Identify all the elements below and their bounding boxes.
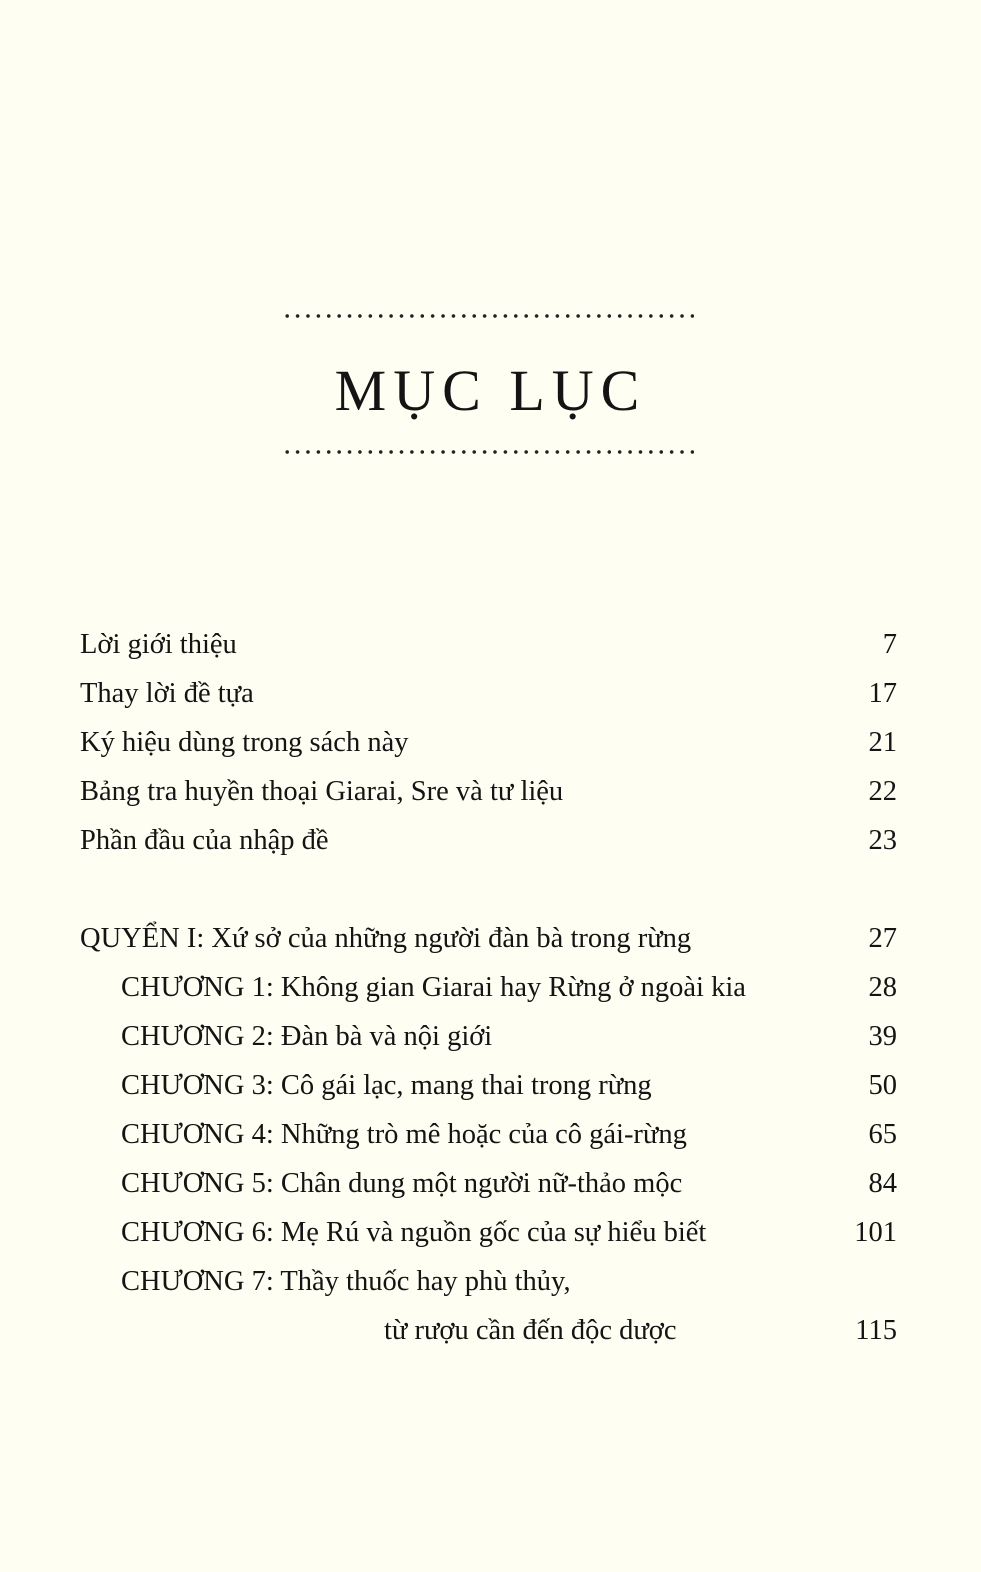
toc-entry-page: 50: [868, 1070, 897, 1101]
toc-entry-label: CHƯƠNG 6: Mẹ Rú và nguồn gốc của sự hiểu biết: [121, 1217, 707, 1248]
toc-entry-page: 7: [882, 629, 897, 660]
toc-entry-label: từ rượu cần đến độc dược: [384, 1315, 677, 1346]
toc-entry-page: 23: [868, 825, 897, 856]
toc-entry-page: 17: [868, 678, 897, 709]
toc-entry-page: 21: [868, 727, 897, 758]
toc-entry-page: 22: [868, 776, 897, 807]
toc-entry-label: CHƯƠNG 2: Đàn bà và nội giới: [121, 1021, 493, 1052]
toc-entry-label: CHƯƠNG 4: Những trò mê hoặc của cô gái-rừng: [121, 1119, 687, 1150]
toc-entry-label: Thay lời đề tựa: [80, 678, 254, 709]
toc-entry-label: Phần đầu của nhập đề: [80, 825, 329, 856]
toc-entry-page: 65: [868, 1119, 897, 1150]
toc-entry-page: 101: [854, 1217, 897, 1248]
toc-entry-page: 27: [868, 923, 897, 954]
toc-entry-label: Bảng tra huyền thoại Giarai, Sre và tư liệu: [80, 776, 564, 807]
toc-entry-page: 39: [868, 1021, 897, 1052]
page-title: MỤC LỤC: [334, 358, 647, 423]
toc-entry-label: CHƯƠNG 3: Cô gái lạc, mang thai trong rừng: [121, 1070, 652, 1101]
toc-entry-page: 28: [868, 972, 897, 1003]
toc-entry-label: CHƯƠNG 7: Thầy thuốc hay phù thủy,: [121, 1266, 571, 1297]
toc-entry-label: CHƯƠNG 1: Không gian Giarai hay Rừng ở ngoài kia: [121, 972, 746, 1003]
toc-entry-page: 115: [855, 1315, 897, 1346]
toc-entry-label: CHƯƠNG 5: Chân dung một người nữ-thảo mộc: [121, 1168, 683, 1199]
toc-entry-label: Lời giới thiệu: [80, 629, 237, 660]
toc-entry-page: 84: [868, 1168, 897, 1199]
toc-entry-label: Ký hiệu dùng trong sách này: [80, 727, 409, 758]
toc-entry-label: QUYỂN I: Xứ sở của những người đàn bà trong rừng: [80, 923, 692, 954]
